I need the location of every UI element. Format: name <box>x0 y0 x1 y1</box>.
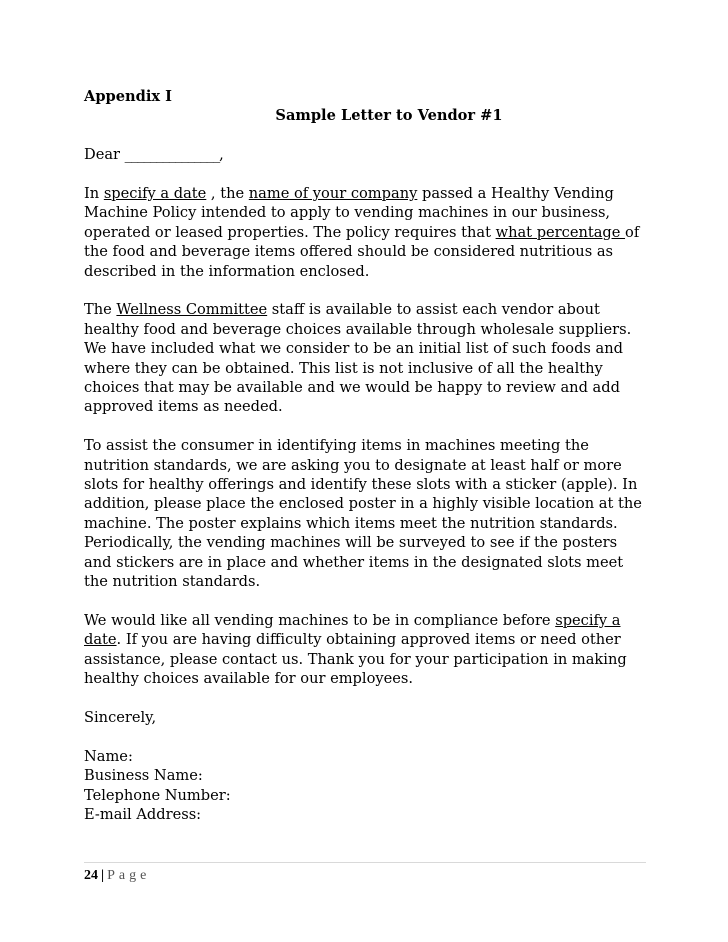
footer-divider <box>84 862 646 863</box>
closing: Sincerely, <box>84 708 157 726</box>
page-word: Page <box>107 868 151 883</box>
p1-text: passed a Healthy Vending Machine Policy intended to apply to vending machines in our business, operated or leased properties. The policy requires that <box>84 185 614 241</box>
salutation-text: Dear <box>84 146 125 164</box>
paragraph-4 <box>84 611 646 689</box>
p2-text: staff is available to assist each vendor about healthy food and beverage choices available through wholesale suppliers. We have included what we consider to be an initial list of such foods and where they can be obtained. This list is not inclusive of all the healthy choices that may be available and we would be happy to review and add approved items as needed. <box>84 301 632 416</box>
placeholder-date: specify a date <box>103 185 207 202</box>
page-number: 24 <box>84 868 98 883</box>
p1-text: of the food and beverage items offered should be considered nutritious as described in the information enclosed. <box>84 223 640 280</box>
salutation-blank: _______________ <box>124 146 220 164</box>
paragraph-2 <box>84 300 646 416</box>
field-telephone: Telephone Number: <box>84 786 231 804</box>
placeholder-company: name of your company <box>248 185 418 202</box>
letter-body <box>84 87 646 824</box>
footer-separator: | <box>101 868 105 883</box>
placeholder-date: specify a date <box>84 611 621 649</box>
field-business-name: Business Name: <box>84 767 203 785</box>
field-email: E-mail Address: <box>84 805 202 823</box>
page-footer <box>84 868 150 884</box>
placeholder-committee: Wellness Committee <box>116 301 268 319</box>
paragraph-3: To assist the consumer in identifying items in machines meeting the nutrition standards, we are asking you to designate at least half or more slots for healthy offerings and identify these slots with a sticker (apple). In addition, please place the enclosed poster in a highly visible location at the machine. The poster explains which items meet the nutrition standards. Periodically, the vending machines will be surveyed to see if the posters and stickers are in place and whether items in the designated slots meet the nutrition standards. <box>84 437 642 591</box>
p2-text: The <box>84 301 117 319</box>
p1-text: , the <box>206 185 249 202</box>
p4-text: We would like all vending machines to be in compliance before <box>84 611 556 629</box>
paragraph-1 <box>84 184 646 281</box>
salutation <box>84 145 646 164</box>
appendix-heading: Appendix I <box>84 88 172 105</box>
p4-text: . If you are having difficulty obtaining approved items or need other assistance, please contact us. Thank you for your participation in making healthy choices available for our employees. <box>84 631 627 688</box>
letter-title: Sample Letter to Vendor #1 <box>275 107 503 125</box>
field-name: Name: <box>84 747 133 765</box>
p1-text: In <box>84 185 104 202</box>
salutation-comma: , <box>219 146 224 164</box>
placeholder-percentage: what percentage <box>495 223 626 241</box>
